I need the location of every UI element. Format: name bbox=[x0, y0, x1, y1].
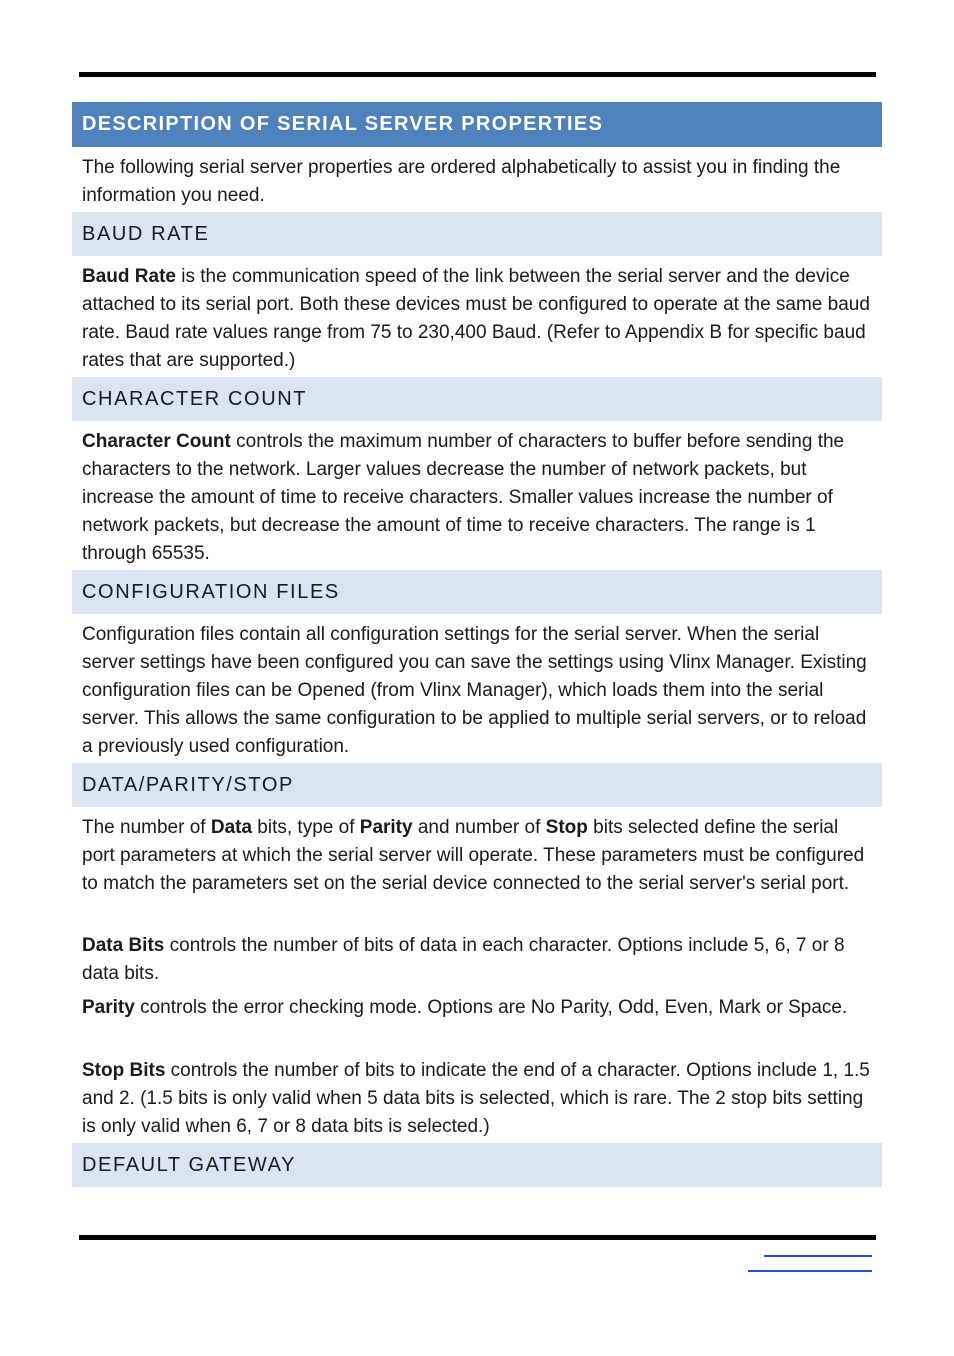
section-title-bar bbox=[72, 102, 882, 147]
heading-configuration-files bbox=[72, 570, 882, 614]
baud-rate-paragraph bbox=[82, 263, 874, 375]
heading-default-gateway bbox=[72, 1143, 882, 1187]
heading-character-count bbox=[72, 377, 882, 421]
heading-configuration-files-label: CONFIGURATION FILES bbox=[82, 580, 340, 603]
configuration-files-paragraph: Configuration files contain all configuration settings for the serial server. When the serial server settings have been configured you can save the settings using Vlinx Manager. Existing configuration files can be Opened (from Vlinx Manager), which loads them into the serial server. This allows the same configuration to be applied to multiple serial servers, or to reload a previously used configuration. bbox=[82, 624, 867, 757]
stop-bits-text: controls the number of bits to indicate the end of a character. Options include 1, 1.5 and 2. (1.5 bits is only valid when 5 data bits is selected, which is rare. The 2 stop bits setting is only valid when 6, 7 or 8 data bits is selected.) bbox=[82, 1060, 870, 1137]
stop-bits-paragraph bbox=[82, 1057, 874, 1141]
data-bits-term: Data Bits bbox=[82, 935, 165, 956]
footer-link-underline[interactable] bbox=[764, 1255, 872, 1257]
parity-term: Parity bbox=[82, 997, 135, 1018]
section-title: DESCRIPTION OF SERIAL SERVER PROPERTIES bbox=[82, 113, 604, 135]
heading-character-count-label: CHARACTER COUNT bbox=[82, 387, 308, 410]
data-bits-text: controls the number of bits of data in each character. Options include 5, 6, 7 or 8 data bits. bbox=[82, 935, 845, 984]
stop-bits-term: Stop Bits bbox=[82, 1060, 166, 1081]
heading-baud-rate-label: BAUD RATE bbox=[82, 222, 210, 245]
baud-rate-term: Baud Rate bbox=[82, 266, 176, 287]
character-count-paragraph bbox=[82, 428, 874, 568]
parity-paragraph bbox=[82, 994, 874, 1022]
baud-rate-text: is the communication speed of the link between the serial server and the device attached to its serial port. Both these devices must be configured to operate at the same baud rate. Baud rate values range from 75 to 230,400 Baud. (Refer to Appendix B for specific baud rates that are supported.) bbox=[82, 266, 870, 371]
intro-paragraph: The following serial server properties are ordered alphabetically to assist you in finding the information you need. bbox=[82, 157, 841, 206]
dps-intro-part: The number of bbox=[82, 817, 211, 838]
character-count-text: controls the maximum number of characters to buffer before sending the characters to the network. Larger values decrease the number of network packets, but increase the amount of time to receive characters. Smaller values increase the number of network packets, but decrease the amount of time to receive characters. The range is 1 through 65535. bbox=[82, 431, 845, 564]
dps-intro-part: bits selected define the serial port parameters at which the serial server will operate. These parameters must be configured to match the parameters set on the serial device connected to the serial server's serial port. bbox=[82, 817, 865, 894]
dps-intro-part: and number of bbox=[412, 817, 546, 838]
heading-baud-rate bbox=[72, 212, 882, 256]
heading-default-gateway-label: DEFAULT GATEWAY bbox=[82, 1153, 297, 1176]
header-rule bbox=[79, 72, 876, 77]
heading-data-parity-stop bbox=[72, 763, 882, 807]
parity-text: controls the error checking mode. Options are No Parity, Odd, Even, Mark or Space. bbox=[134, 997, 848, 1018]
data-parity-stop-paragraph bbox=[82, 814, 874, 898]
heading-data-parity-stop-label: DATA/PARITY/STOP bbox=[82, 773, 294, 796]
dps-intro-part: bits, type of bbox=[252, 817, 360, 838]
dps-term-data: Data bbox=[210, 817, 253, 838]
character-count-term: Character Count bbox=[82, 431, 231, 452]
footer-rule bbox=[79, 1235, 876, 1240]
footer-link-underline[interactable] bbox=[748, 1270, 872, 1272]
dps-term-stop: Stop bbox=[545, 817, 588, 838]
dps-term-parity: Parity bbox=[359, 817, 413, 838]
data-bits-paragraph bbox=[82, 932, 874, 988]
